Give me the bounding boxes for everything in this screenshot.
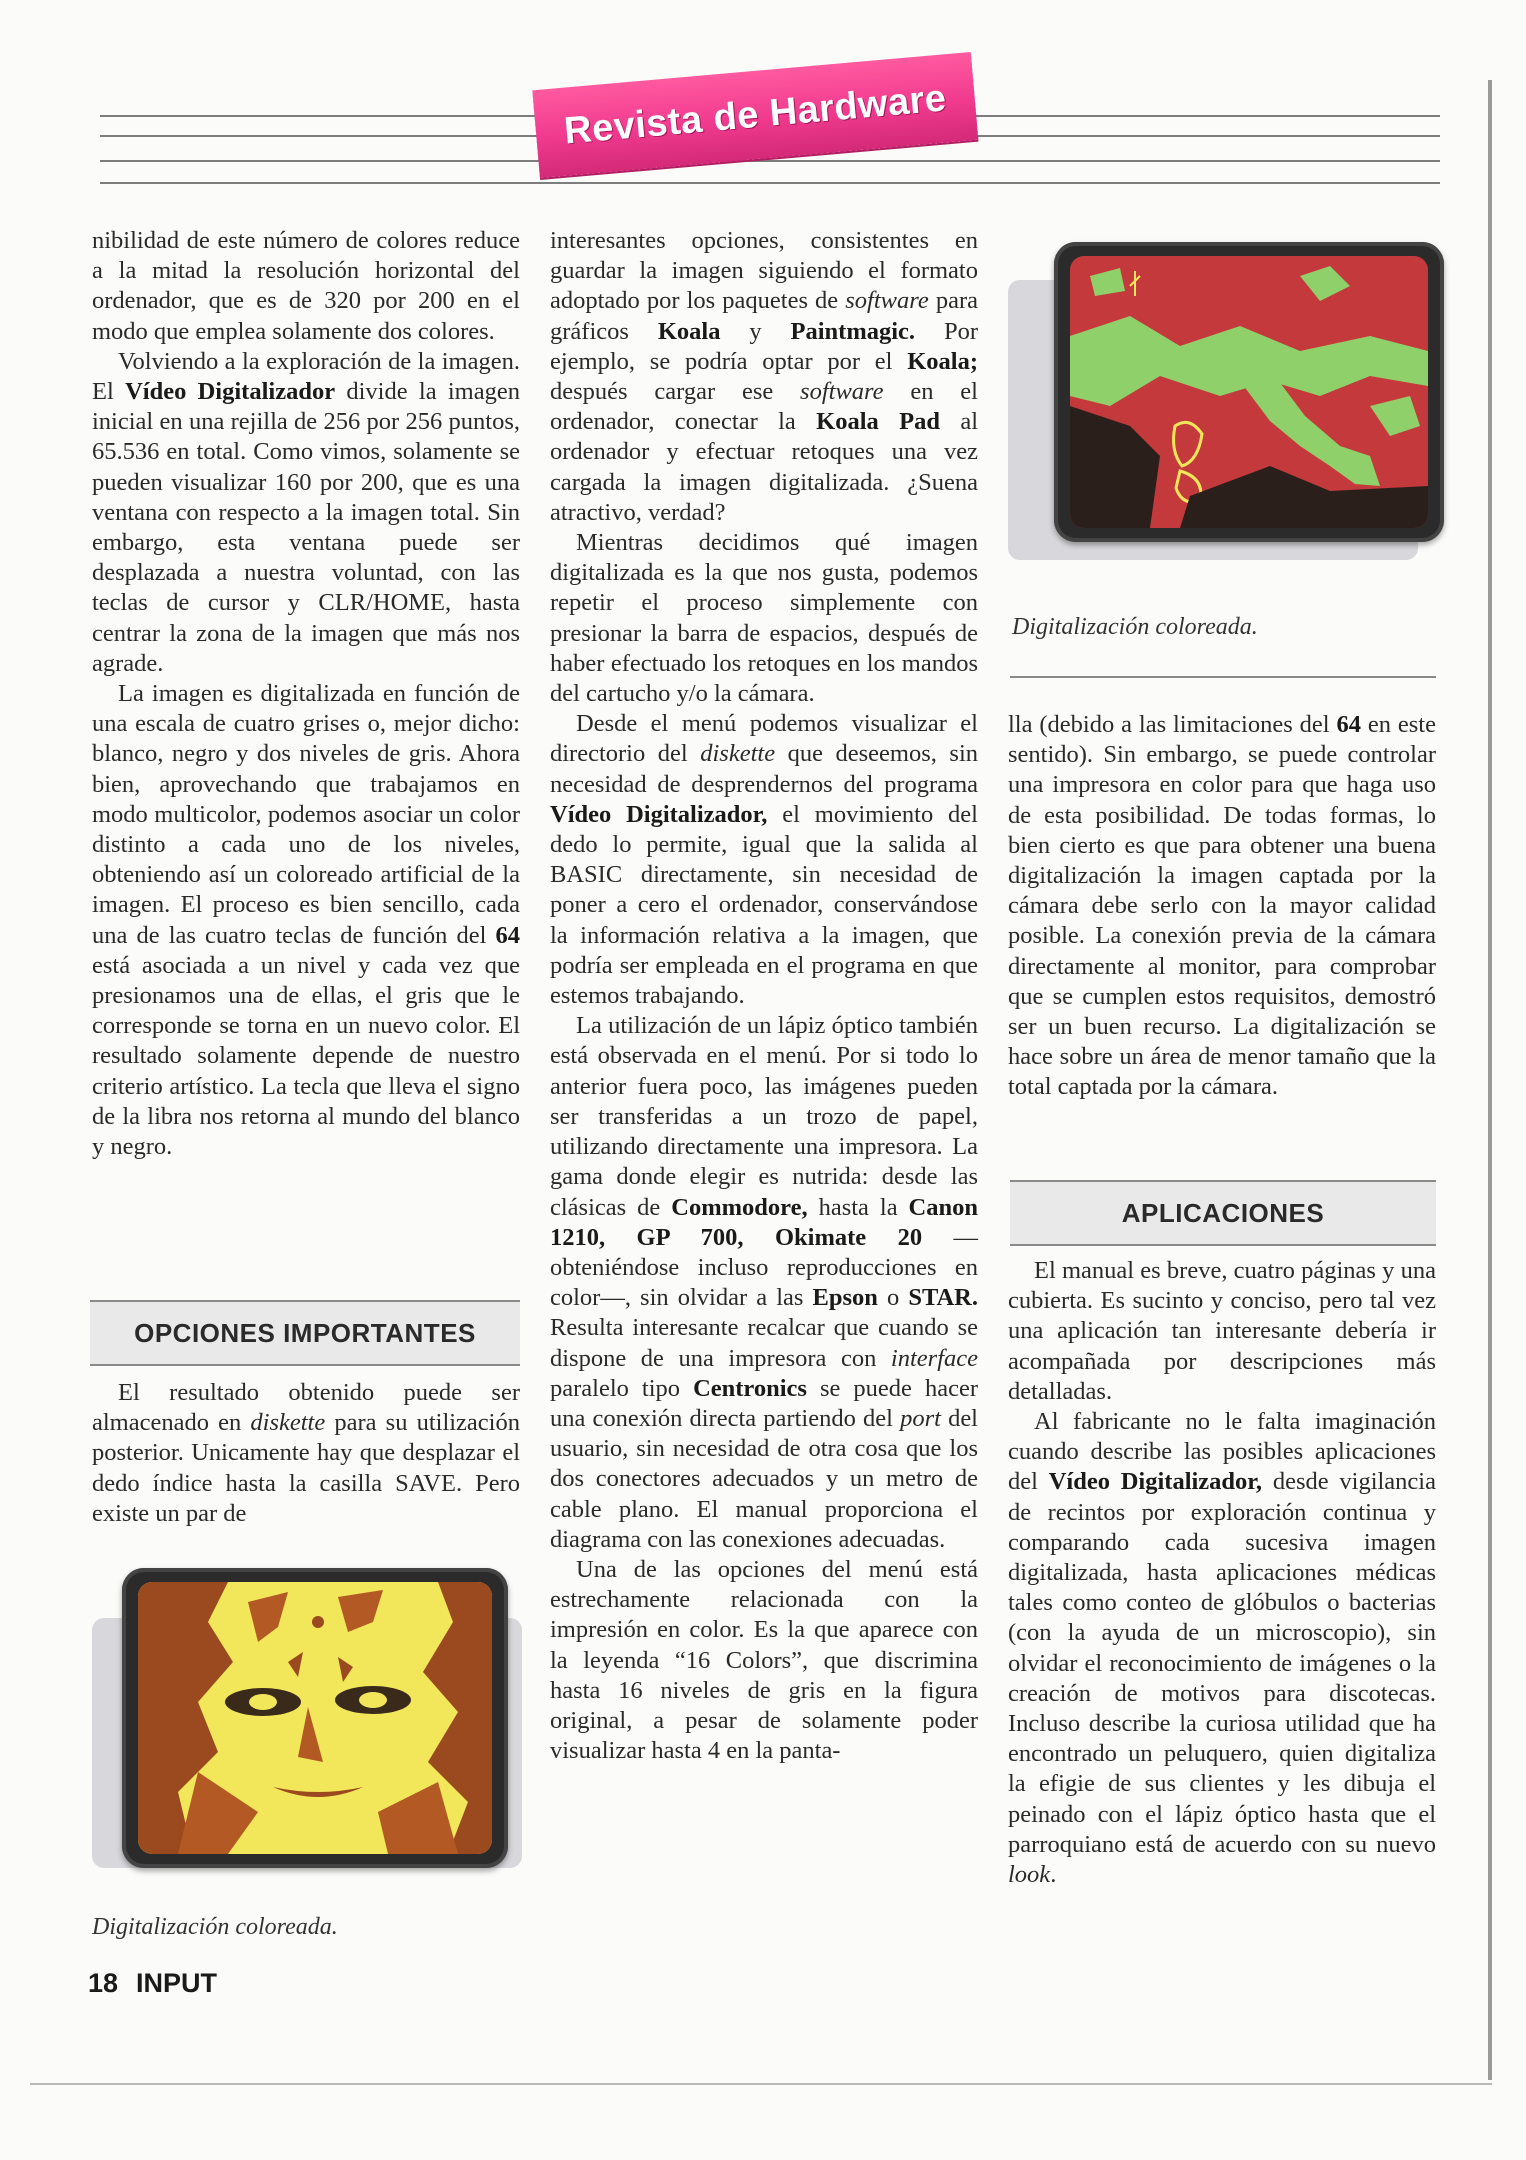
article-column-1-continued xyxy=(92,1378,520,1529)
header-rule xyxy=(100,160,1440,162)
paragraph: Una de las opciones del menú está estrechamente relacionada con la impresión en color. Es la que aparece con la leyenda “16 Colors”, que discrimina hasta 16 niveles de gris en la figura original, a pesar de solamente poder visualizar hasta 4 en la panta- xyxy=(550,1555,978,1765)
paragraph: El resultado obtenido puede ser almacenado en diskette para su utilización posterior. Unicamente hay que desplazar el dedo índice hasta la casilla SAVE. Pero existe un par de xyxy=(92,1379,520,1527)
monitor-screen xyxy=(1070,256,1428,528)
caption-rule xyxy=(1010,676,1436,678)
article-column-1 xyxy=(92,226,520,1162)
magazine-name: INPUT xyxy=(136,1968,218,1998)
section-banner-title: Revista de Hardware xyxy=(562,76,949,153)
digitized-map-image xyxy=(1070,256,1428,528)
article-column-2 xyxy=(550,226,978,1766)
paragraph: Desde el menú podemos visualizar el directorio del diskette que deseemos, sin necesidad de desprendernos del programa Vídeo Digitalizador, el movimiento del dedo lo permite, igual que la salida al BASIC directamente, sin necesidad de poner a cero el ordenador, conservándose la información relativa a la imagen, que podría ser empleada en el programa en que estemos trabajando. xyxy=(550,710,978,1010)
section-heading-aplicaciones xyxy=(1010,1180,1436,1246)
article-column-3 xyxy=(1008,710,1436,1103)
figure-map-digitized xyxy=(1008,236,1448,576)
figure-caption: Digitalización coloreada. xyxy=(92,1914,338,1940)
page-binding-edge xyxy=(1488,80,1492,2080)
paragraph: El manual es breve, cuatro páginas y una cubierta. Es sucinto y conciso, pero tal vez una aplicación tan interesante debería ir acompañada por descripciones más detalladas. xyxy=(1008,1257,1436,1405)
article-column-3-continued xyxy=(1008,1256,1436,1890)
paragraph: Volviendo a la exploración de la imagen. El Vídeo Digitalizador divide la imagen inicial en una rejilla de 256 por 256 puntos, 65.536 en total. Como vimos, solamente se pueden visualizar 160 por 200, que es una ventana con respecto a la imagen total. Sin embargo, esta ventana puede ser desplazada a nuestra voluntad, con las teclas de cursor y CLR/HOME, hasta centrar la zona de la imagen que más nos agrade. xyxy=(92,347,520,677)
page-number: 18 xyxy=(88,1968,119,1998)
paragraph: nibilidad de este número de colores reduce a la mitad la resolución horizontal del ordenador, que es de 320 por 200 en el modo que emplea solamente dos colores. xyxy=(92,227,520,345)
paragraph: Al fabricante no le falta imaginación cuando describe las posibles aplicaciones del Vídeo Digitalizador, desde vigilancia de recintos por exploración continua y comparando cada sucesiva imagen digitalizada, hasta aplicaciones médicas tales como conteo de glóbulos o bacterias (con la ayuda de un microscopio), sin olvidar el reconocimiento de imágenes o la creación de motivos para discotecas. Incluso describe la curiosa utilidad que ha encontrado un peluquero, quien digitaliza la efigie de sus clientes y les dibuja el peinado con el lápiz óptico hasta que el parroquiano está de acuerdo con su nuevo look. xyxy=(1008,1408,1436,1889)
section-heading-text: APLICACIONES xyxy=(1121,1197,1325,1228)
header-rule xyxy=(100,182,1440,184)
section-heading-opciones xyxy=(90,1300,520,1366)
paragraph: La utilización de un lápiz óptico también está observada en el menú. Por si todo lo anterior fuera poco, las imágenes pueden ser transferidas a un trozo de papel, utilizando directamente una impresora. La gama donde elegir es nutrida: desde las clásicas de Commodore, hasta la Canon 1210, GP 700, Okimate 20 —obteniéndose incluso reproducciones en color—, sin olvidar a las Epson o STAR. Resulta interesante recalcar que cuando se dispone de una impresora con interface paralelo tipo Centronics se puede hacer una conexión directa partiendo del port del usuario, sin necesidad de otra cosa que los dos conectores adecuados y un metro de cable plano. El manual proporciona el diagrama con las conexiones adecuadas. xyxy=(550,1012,979,1553)
section-heading-text: OPCIONES IMPORTANTES xyxy=(134,1317,476,1348)
figure-face-digitized xyxy=(92,1560,522,1900)
figure-caption: Digitalización coloreada. xyxy=(1012,614,1258,640)
monitor-screen xyxy=(138,1582,492,1854)
page-bottom-edge xyxy=(30,2083,1492,2085)
paragraph: La imagen es digitalizada en función de una escala de cuatro grises o, mejor dicho: blanco, negro y dos niveles de gris. Ahora bien, aprovechando que trabajamos en modo multicolor, podemos asociar un color distinto a cada uno de los niveles, obteniendo así un coloreado artificial de la imagen. El proceso es bien sencillo, cada una de las cuatro teclas de función del 64 está asociada a un nivel y cada vez que presionamos una de ellas, el gris que le corresponde se torna en un nuevo color. El resultado solamente depende de nuestro criterio artístico. La tecla que lleva el signo de la libra nos retorna al mundo del blanco y negro. xyxy=(92,680,520,1161)
page-folio xyxy=(88,1968,235,1999)
paragraph: lla (debido a las limitaciones del 64 en este sentido). Sin embargo, se puede controlar una impresora en color para que haga uso de esta posibilidad. De todas formas, lo bien cierto es que para obtener una buena digitalización la imagen captada por la cámara debe serlo con la mayor calidad posible. La conexión previa de la cámara directamente al monitor, para comprobar que se cumplen estos requisitos, demostró ser un buen recurso. La digitalización se hace sobre un área de menor tamaño que la total captada por la cámara. xyxy=(1008,711,1436,1101)
digitized-face-image xyxy=(138,1582,492,1854)
paragraph: Mientras decidimos qué imagen digitalizada es la que nos gusta, podemos repetir el proceso simplemente con presionar la barra de espacios, después de haber efectuado los retoques en los mandos del cartucho y/o la cámara. xyxy=(550,529,978,708)
paragraph: interesantes opciones, consistentes en guardar la imagen siguiendo el formato adoptado por los paquetes de software para gráficos Koala y Paintmagic. Por ejemplo, se podría optar por el Koala; después cargar ese software en el ordenador, conectar la Koala Pad al ordenador y efectuar retoques una vez cargada la imagen digitalizada. ¿Suena atractivo, verdad? xyxy=(550,227,978,526)
